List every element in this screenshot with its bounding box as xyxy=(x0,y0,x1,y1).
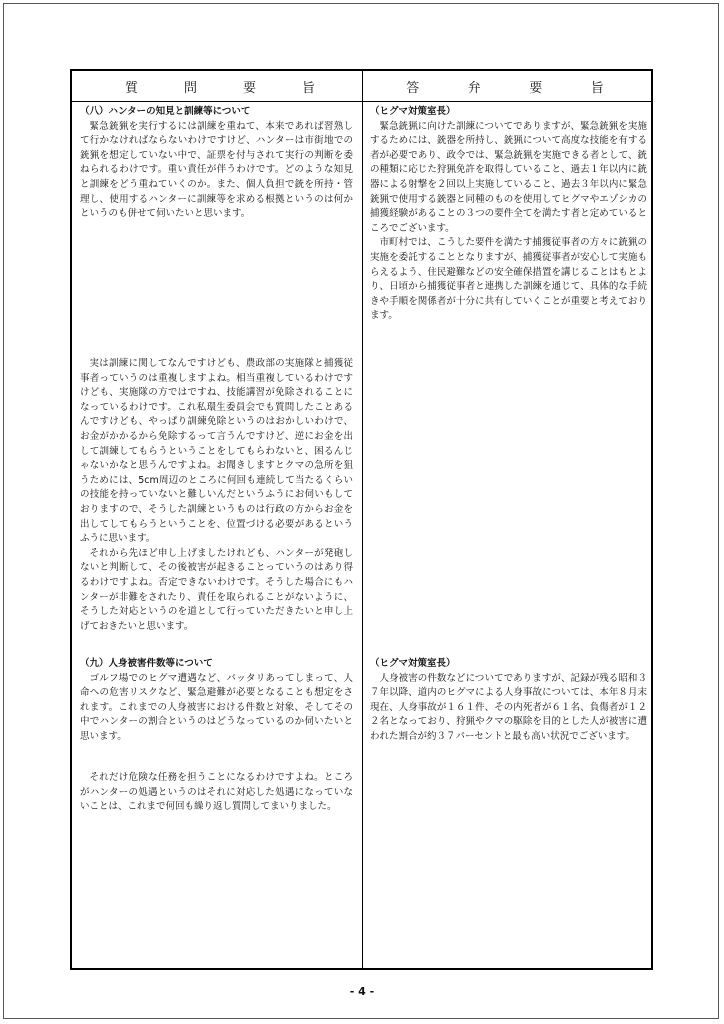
answer-heading: （ヒグマ対策室長） xyxy=(370,106,456,117)
answer-text: 市町村では、こうした要件を満たす捕獲従事者の方々に銃猟の実施を委託することとなりますが、捕獲従事者が安心して実施もらえるよう、住民避難などの安全確保措置を講じることはもとより、日頃から捕獲従事者と連携した訓練を通じて、具体的な手続きや手順を関係者が十分に共有していくことが重要と考えております。 xyxy=(370,237,647,322)
answer-text: 緊急銃猟に向けた訓練についてでありますが、緊急銃猟を実施するためには、銃器を所持し、銃猟について高度な技能を有する者が必要であり、政令では、緊急銃猟を実施できる者として、銃の種類に応じた狩猟免許を取得していること、過去１年以内に銃器による射撃を２回以上実施していること、過去３年以内に緊急銃猟で使用する銃器と同種のものを使用してヒグマやエゾシカの捕獲経験があることの３つの要件全てを満たす者と定めているところでございます。 xyxy=(370,120,647,234)
question-heading: （九）人身被害件数等について xyxy=(80,658,213,669)
qa-table xyxy=(70,69,653,970)
page-number: - 4 - xyxy=(349,985,375,998)
answer-block-9 xyxy=(370,657,647,745)
question-text: 実は訓練に関してなんですけども、農政部の実施隊と捕獲従事者っていうのは重複しますよね。相当重複しているわけですけども、実施隊の方ではですね、技能講習が免除されることになっているわけです。これ私環生委員会でも質問したことあるんですけども、やっぱり訓練免除というのはおかしいわけで、お金がかかるから免除するって言うんですけど、逆にお金を出して訓練してもらうということをしてもらわないと、困るんじゃないかなと思うんですよね。お聞きしますとクマの急所を狙うためには、5cm周辺のところに何回も連続して当たるくらいの技能を持っていないと難しいんだというふうにお伺いもしておりますので、そうした訓練というものは行政の方からお金を出してしてもらうということを、位置づける必要があるというふうに思います。 xyxy=(80,358,353,545)
question-text: それから先ほど申し上げましたけれども、ハンターが発砲しないと判断して、その後被害が起きることっていうのはあり得るわけですよね。否定できないわけです。そうした場合にもハンターが非難をされたり、責任を取られることがないように、そうした対応というのを道として行っていただきたいと申し上げておきたいと思います。 xyxy=(80,547,353,632)
answer-header-char: 答 xyxy=(406,80,420,96)
question-text: それだけ危険な任務を担うことになるわけですよね。ところがハンターの処遇というのはそれに対応した処遇になっていないことは、これまで何回も繰り返し質問してまいりました。 xyxy=(80,772,353,813)
answer-header-char: 要 xyxy=(529,80,543,96)
question-block-9 xyxy=(80,657,353,745)
question-block-8 xyxy=(80,105,353,222)
question-header xyxy=(102,71,338,101)
question-header-char: 質 xyxy=(124,80,138,96)
column-divider xyxy=(362,71,363,968)
question-text: ゴルフ場でのヒグマ遭遇など、バッタリあってしまって、人命への危害リスクなど、緊急避難が必要となることも想定をされます。これまでの人身被害における件数と対象、そしてその中でハンターの割合というのはどうなっているのか伺いたいと思います。 xyxy=(80,672,353,742)
question-closing xyxy=(80,771,353,815)
answer-text: 人身被害の件数などについてでありますが、記録が残る昭和３７年以降、道内のヒグマによる人身事故については、本年８月末現在、人身事故が１６１件、その内死者が６１名、負傷者が１２２名となっており、狩猟やクマの駆除を目的とした人が被害に遭われた割合が約３７パーセントと最も高い状況でございます。 xyxy=(370,672,647,742)
question-heading: （八）ハンターの知見と訓練等について xyxy=(80,106,251,117)
question-header-char: 要 xyxy=(242,80,256,96)
question-text: 緊急銃猟を実行するには訓練を重ねて、本来であれば習熟して行かなければならないわけですけど、ハンターは市街地での銃猟を想定していない中で、証票を付与されて実行の判断を委ねられるわけです。重い責任が伴うわけです。どのような知見と訓練をどう重ねていくのか。また、個人負担で銃を所持・管理し、使用するハンターに訓練等を求める根拠というのは何かというのも併せて伺いたいと思います。 xyxy=(80,120,353,220)
answer-block-8 xyxy=(370,105,647,324)
question-remarks xyxy=(80,357,353,634)
answer-header-char: 弁 xyxy=(467,80,481,96)
answer-header-char: 旨 xyxy=(590,80,604,96)
answer-header xyxy=(382,71,628,101)
header-rule xyxy=(72,101,651,102)
question-header-char: 問 xyxy=(183,80,197,96)
answer-heading: （ヒグマ対策室長） xyxy=(370,658,456,669)
question-header-char: 旨 xyxy=(301,80,315,96)
